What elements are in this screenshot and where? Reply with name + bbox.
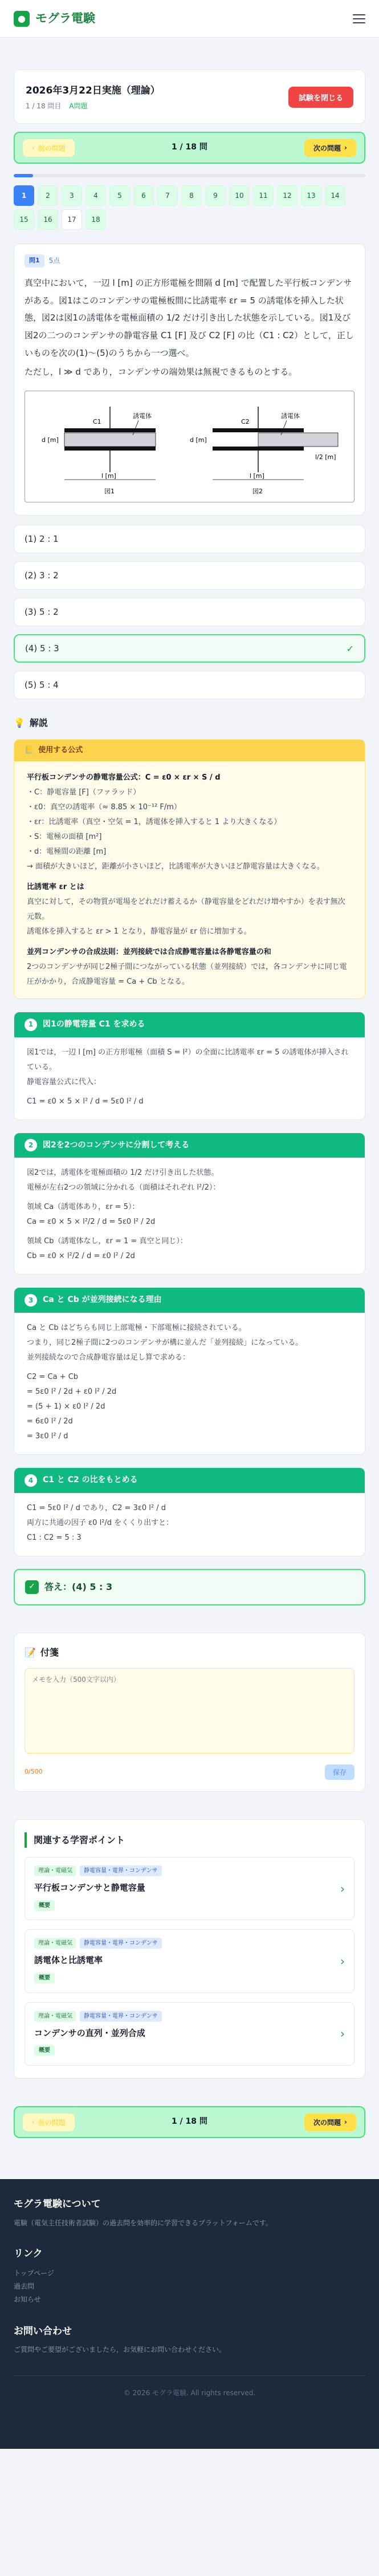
question-number-button[interactable]: 15 xyxy=(14,209,34,230)
logo-text: モグラ電験 xyxy=(35,11,95,25)
figure-2 xyxy=(190,407,338,495)
choice-option[interactable] xyxy=(14,598,365,626)
related-tag-topic: 静電容量・電界・コンデンサ xyxy=(80,2011,162,2022)
related-item[interactable] xyxy=(25,2002,354,2066)
exam-title: 2026年3月22日実施（理論） xyxy=(26,85,160,96)
related-tag-category: 理論・電磁気 xyxy=(34,2011,76,2022)
combination-title: 並列コンデンサの合成法則：並列接続では合成静電容量は各静電容量の和 xyxy=(27,947,271,956)
exam-header xyxy=(14,70,365,124)
question-text xyxy=(25,274,354,381)
prev-question-button[interactable] xyxy=(23,139,75,157)
question-number-button[interactable]: 2 xyxy=(38,185,58,206)
question-figure xyxy=(25,391,354,502)
choice-option[interactable] xyxy=(14,525,365,553)
formula-var: ・εr：比誘電率（真空・空気 = 1，誘電体を挿入すると 1 より大きくなる） xyxy=(27,817,282,826)
question-number-button[interactable]: 16 xyxy=(38,209,58,230)
question-nav-top xyxy=(14,132,365,164)
copyright: © 2026 モグラ電験. All rights reserved. xyxy=(14,2375,365,2399)
figure-1 xyxy=(42,407,156,495)
related-item-name: 平行板コンデンサと静電容量 xyxy=(34,1883,145,1893)
question-number-button[interactable]: 6 xyxy=(133,185,154,206)
footer-link-top[interactable]: トップページ xyxy=(14,2269,54,2278)
step-line: C1 = 5ε0 l² / d であり，C2 = 3ε0 l² / d xyxy=(27,1503,166,1512)
c1-label: C1 xyxy=(92,418,101,426)
choice-label: (3) 5 : 2 xyxy=(25,606,59,617)
step-line: 静電容量公式に代入： xyxy=(27,1077,101,1086)
l-label-1: l [m] xyxy=(101,472,116,480)
question-number-button[interactable]: 12 xyxy=(277,185,298,206)
next-label: 次の問題 xyxy=(313,2118,341,2127)
footer-contact-text: ご質問やご要望がございましたら，お気軽にお問い合わせください。 xyxy=(14,2346,226,2354)
question-number-button[interactable]: 10 xyxy=(229,185,250,206)
question-number-button[interactable]: 4 xyxy=(85,185,106,206)
next-label: 次の問題 xyxy=(313,144,341,152)
site-header xyxy=(0,0,379,38)
step-equation: = (5 + 1) × ε0 l² / 2d xyxy=(27,1402,105,1411)
related-tag-topic: 静電容量・電界・コンデンサ xyxy=(80,1865,162,1876)
footer-about-title: モグラ電験について xyxy=(14,2198,101,2210)
main-content xyxy=(14,70,365,2138)
step-number: 3 xyxy=(25,1294,37,1307)
question-counter: 1 / 18 問 xyxy=(171,143,207,152)
question-number-button[interactable]: 18 xyxy=(85,209,106,230)
chevron-left-icon: ‹ xyxy=(32,144,35,152)
capacitor-diagram xyxy=(30,395,349,498)
memo-title-text: 付箋 xyxy=(40,1646,59,1658)
save-memo-button[interactable]: 保存 xyxy=(325,1764,354,1780)
choice-label: (1) 2 : 1 xyxy=(25,533,59,544)
chevron-right-icon: › xyxy=(340,1881,345,1896)
er-title: 比誘電率 εr とは xyxy=(27,882,84,891)
step-line: 図2では，誘電体を電極面積の 1/2 だけ引き出した状態。 xyxy=(27,1169,219,1178)
step-line: つまり，同じ2極子間に2つのコンデンサが構に並んだ「並列接続」になっている。 xyxy=(27,1338,303,1348)
related-title: 関連する学習ポイント xyxy=(25,1832,354,1848)
footer-contact-title: お問い合わせ xyxy=(14,2325,72,2337)
fig1-label: 図1 xyxy=(104,488,115,496)
er-text-1: 真空に対して，その物質が電場をどれだけ蓄えるか（静電容量をどれだけ増やすか）を表す無次元数。 xyxy=(27,897,345,921)
chevron-right-icon: › xyxy=(344,2118,347,2126)
formula-note: → 面積が大きいほど，距離が小さいほど，比誘電率が大きいほど静電容量は大きくなる。 xyxy=(27,862,325,871)
l-label-2: l [m] xyxy=(249,472,264,480)
question-badge: 問1 xyxy=(25,254,44,267)
mole-logo-icon: ● xyxy=(14,11,30,27)
dielectric-label-1: 誘電体 xyxy=(132,412,152,420)
exam-subtitle xyxy=(26,100,160,112)
related-tag-category: 理論・電磁気 xyxy=(34,1938,76,1949)
question-number-button[interactable]: 11 xyxy=(253,185,274,206)
step-line: Ca と Cb はどちらも同じ上部電極・下部電極に接続されている。 xyxy=(27,1324,246,1333)
progress-fill xyxy=(14,174,33,177)
prev-question-button[interactable] xyxy=(23,2113,75,2131)
logo[interactable] xyxy=(14,9,95,29)
check-icon: ✓ xyxy=(25,1580,39,1594)
question-position: 1 / 18 問目 xyxy=(26,102,62,110)
footer-link-past[interactable]: 過去問 xyxy=(14,2282,35,2290)
progress-bar xyxy=(14,174,365,177)
question-counter: 1 / 18 問 xyxy=(171,2117,207,2127)
step-line: 電極が左右2つの領域に分かれる（面積はそれぞれ l²/2）： xyxy=(27,1183,221,1192)
related-item-body xyxy=(34,1865,162,1912)
choice-label: (5) 5 : 4 xyxy=(25,679,59,690)
related-tags xyxy=(34,1938,162,1949)
footer-link-news[interactable]: お知らせ xyxy=(14,2295,41,2303)
question-points: 5点 xyxy=(48,257,60,265)
explanation-title-text: 解説 xyxy=(29,717,48,729)
question-number-button[interactable]: 1 xyxy=(14,185,34,206)
chevron-right-icon: › xyxy=(340,1954,345,1969)
chevron-right-icon: › xyxy=(344,144,347,152)
related-item-name: コンデンサの直列・並列合成 xyxy=(34,2027,145,2038)
sticky-note-icon: 📝 xyxy=(25,1646,36,1658)
region-a-label: 領域 Ca（誘電体あり，εr = 5）： xyxy=(27,1203,140,1212)
question-number-button[interactable]: 14 xyxy=(325,185,345,206)
region-b-equation: Cb = ε0 × l²/2 / d = ε0 l² / 2d xyxy=(27,1252,135,1261)
formula-var: ・C：静電容量 [F]（ファラッド） xyxy=(27,788,141,797)
choice-label: (4) 5 : 3 xyxy=(25,643,59,654)
question-paragraph: 真空中において，一辺 l [m] の正方形電極を間隔 d [m] で配置した平行板コンデンサがある。図1はこのコンデンサの電極板間に比誘電率 εr = 5 の誘電体を挿入した状態，図2は図1の誘電体を電極面積の 1/2 だけ引き出した状態を示している。図1及び図2の二つのコンデンサの静電容量 C1 [F] 及び C2 [F] の比（C1 : C2）として，正しいものを次の(1)〜(5)のうちから一つ選べ。 xyxy=(25,277,354,358)
choice-list xyxy=(14,525,365,699)
site-footer xyxy=(0,2179,379,2449)
c2-label: C2 xyxy=(241,418,250,426)
chevron-left-icon: ‹ xyxy=(32,2118,35,2126)
formula-title: 平行板コンデンサの静電容量公式：C = ε0 × εr × S / d xyxy=(27,773,221,782)
step-number: 2 xyxy=(25,1139,37,1151)
step-number: 4 xyxy=(25,1474,37,1487)
region-a-equation: Ca = ε0 × 5 × l²/2 / d = 5ε0 l² / 2d xyxy=(27,1218,156,1227)
choice-option[interactable] xyxy=(14,634,365,663)
question-type: A問題 xyxy=(69,102,88,110)
question-card xyxy=(14,244,365,516)
formula-head-text: 使用する公式 xyxy=(38,745,83,754)
step-title: 図2を2つのコンデンサに分割して考える xyxy=(43,1140,190,1150)
question-number-button[interactable]: 5 xyxy=(109,185,130,206)
related-tag-category: 理論・電磁気 xyxy=(34,1865,76,1876)
step-equation: C1 = ε0 × 5 × l² / d = 5ε0 l² / d xyxy=(27,1097,144,1106)
prev-label: 前の問題 xyxy=(38,2118,66,2127)
combination-text: 2つのコンデンサが同じ2極子間につながっている状態（並列接続）では，各コンデンサに同じ電圧がかかり，合成静電容量 = Ca + Cb となる。 xyxy=(27,962,347,986)
formula-var: ・S：電極の面積 [m²] xyxy=(27,832,102,841)
related-tag-topic: 静電容量・電界・コンデンサ xyxy=(80,1938,162,1949)
step-2 xyxy=(14,1133,365,1275)
next-question-button[interactable] xyxy=(304,2113,356,2131)
d-label-2: d [m] xyxy=(189,436,207,444)
prev-label: 前の問題 xyxy=(38,144,66,152)
step-equation: = 3ε0 l² / d xyxy=(27,1432,68,1441)
choice-option[interactable] xyxy=(14,561,365,590)
step-line: 両方に共通の因子 ε0 l²/d をくくり出すと： xyxy=(27,1518,174,1527)
related-tags xyxy=(34,1865,162,1876)
answer-text: 答え：(4) 5 : 3 xyxy=(44,1581,113,1593)
memo-input[interactable] xyxy=(25,1668,354,1754)
step-title: Ca と Cb が並列接続になる理由 xyxy=(43,1295,162,1305)
half-label: l/2 [m] xyxy=(315,453,336,461)
related-item-kind: 概要 xyxy=(34,1900,55,1911)
chevron-right-icon: › xyxy=(340,2027,345,2041)
answer-box xyxy=(14,1569,365,1605)
d-label-1: d [m] xyxy=(41,436,59,444)
footer-about-text: 電験（電気主任技術者試験）の過去問を効率的に学習できるプラットフォームです。 xyxy=(14,2218,272,2227)
formula-vars xyxy=(27,785,352,859)
choice-option[interactable] xyxy=(14,671,365,699)
related-list xyxy=(25,1857,354,2066)
step-3 xyxy=(14,1287,365,1455)
memo-card xyxy=(14,1633,365,1792)
next-question-button[interactable] xyxy=(304,139,356,157)
er-text-2: 誘電体を挿入すると εr > 1 となり，静電容量が εr 倍に増加する。 xyxy=(27,927,251,936)
dielectric-label-2: 誘電体 xyxy=(280,412,300,420)
step-1 xyxy=(14,1012,365,1120)
step-number: 1 xyxy=(25,1019,37,1031)
explanation-title xyxy=(14,715,365,731)
question-paragraph: ただし，l ≫ d であり，コンデンサの端効果は無視できるものとする。 xyxy=(25,366,298,377)
formula-card xyxy=(14,739,365,999)
related-item-kind: 概要 xyxy=(34,1973,55,1983)
step-equation: C2 = Ca + Cb xyxy=(27,1373,79,1382)
question-number-button[interactable]: 13 xyxy=(301,185,321,206)
step-line: C1 : C2 = 5 : 3 xyxy=(27,1533,81,1542)
question-number-button[interactable]: 3 xyxy=(62,185,82,206)
step-equation: = 6ε0 l² / 2d xyxy=(27,1417,73,1426)
step-title: C1 と C2 の比をもとめる xyxy=(43,1475,138,1485)
choice-label: (2) 3 : 2 xyxy=(25,570,59,581)
related-item-name: 誘電体と比誘電率 xyxy=(34,1955,103,1966)
related-item[interactable] xyxy=(25,1929,354,1993)
related-item-kind: 概要 xyxy=(34,2045,55,2056)
question-number-button[interactable]: 17 xyxy=(62,209,82,230)
related-item-body xyxy=(34,2011,162,2057)
formula-var: ・ε0：真空の誘電率（≈ 8.85 × 10⁻¹² F/m） xyxy=(27,802,181,812)
memo-char-count: 0/500 xyxy=(25,1768,43,1776)
related-item[interactable] xyxy=(25,1857,354,1920)
close-exam-button[interactable]: 試験を閉じる xyxy=(288,87,353,108)
question-number-button[interactable]: 7 xyxy=(157,185,178,206)
footer-links-title: リンク xyxy=(14,2248,43,2260)
step-line: 並列接続なので合成静電容量は足し算で求める： xyxy=(27,1353,190,1362)
check-icon: ✓ xyxy=(346,643,354,654)
related-points xyxy=(14,1819,365,2079)
question-nav-bottom xyxy=(14,2106,365,2138)
step-4 xyxy=(14,1467,365,1556)
related-item-body xyxy=(34,1938,162,1984)
step-title: 図1の静電容量 C1 を求める xyxy=(43,1019,145,1029)
step-equation: = 5ε0 l² / 2d + ε0 l² / 2d xyxy=(27,1388,117,1397)
question-number-button[interactable]: 9 xyxy=(205,185,226,206)
region-b-label: 領域 Cb（誘電体なし，εr = 1 = 真空と同じ）： xyxy=(27,1237,188,1246)
question-number-button[interactable]: 8 xyxy=(181,185,202,206)
step-line: 図1では，一辺 l [m] の正方形電極（面積 S = l²）の全面に比誘電率 εr = 5 の誘電体が挿入されている。 xyxy=(27,1048,349,1072)
question-grid xyxy=(14,185,350,230)
hamburger-icon[interactable] xyxy=(353,14,365,23)
lightbulb-icon: 💡 xyxy=(14,717,25,729)
book-icon: 📒 xyxy=(25,745,34,754)
fig2-label: 図2 xyxy=(252,488,263,496)
related-tags xyxy=(34,2011,162,2022)
formula-var: ・d：電極間の距離 [m] xyxy=(27,847,107,856)
